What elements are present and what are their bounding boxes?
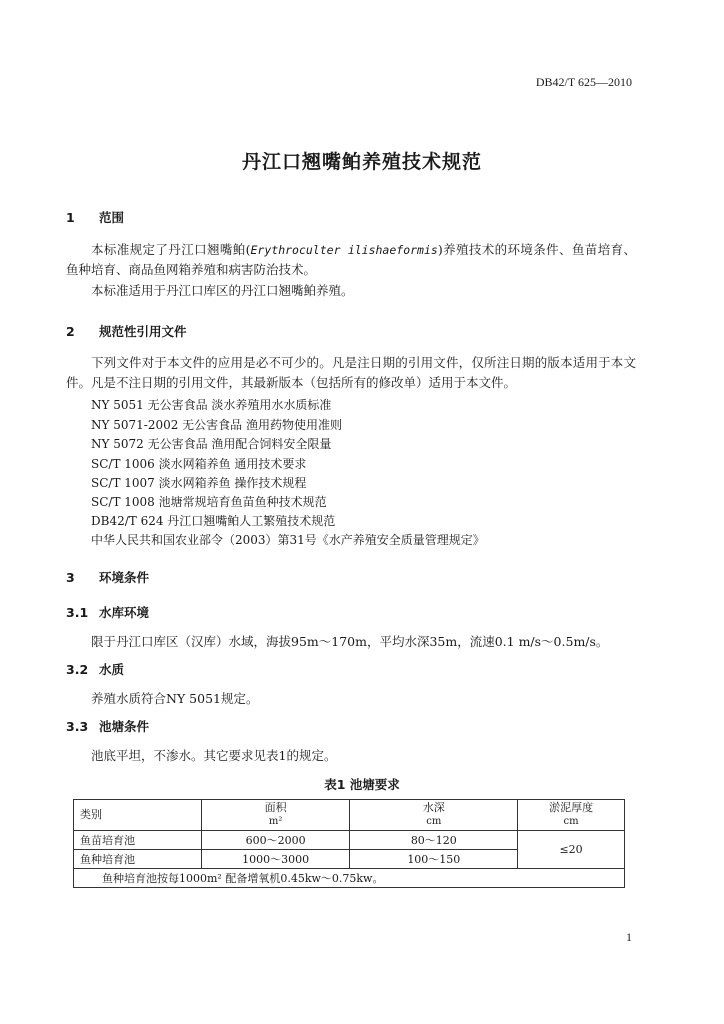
reference-item: SC/T 1007 淡水网箱养鱼 操作技术规程 bbox=[91, 476, 307, 490]
document-title: 丹江口翘嘴鲌养殖技术规范 bbox=[241, 151, 482, 173]
section-title: 池塘条件 bbox=[99, 719, 150, 734]
latin-name: Erythroculter ilishaeformis bbox=[250, 243, 438, 257]
reference-item: 中华人民共和国农业部令（2003）第31号《水产养殖安全质量管理规定》 bbox=[91, 533, 485, 547]
section-2-intro: 下列文件对于本文件的应用是必不可少的。凡是注日期的引用文件，仅所注日期的版本适用于本文件。凡是不注日期的引用文件，其最新版本（包括所有的修改单）适用于本文件。 bbox=[66, 355, 636, 390]
table-note-row bbox=[74, 869, 625, 888]
header-unit: cm bbox=[426, 816, 442, 827]
table-cell: 鱼苗培育池 bbox=[74, 831, 202, 850]
section-number: 1 bbox=[66, 210, 75, 225]
table-cell: 80～120 bbox=[350, 831, 518, 850]
table-cell-mud-depth: ≤20 bbox=[518, 831, 625, 869]
section-2-heading bbox=[66, 322, 187, 340]
reference-item: NY 5072 无公害食品 渔用配合饲料安全限量 bbox=[91, 437, 332, 451]
section-1-paragraph-2: 本标准适用于丹江口库区的丹江口翘嘴鲌养殖。 bbox=[91, 283, 354, 298]
section-3-1-text: 限于丹江口库区（汉库）水域，海拔95m～170m，平均水深35m，流速0.1 m/s～0.5m/s。 bbox=[91, 634, 609, 649]
header-label: 淤泥厚度 bbox=[549, 801, 594, 814]
header-cell bbox=[518, 800, 625, 831]
standard-code: DB42/T 625—2010 bbox=[535, 75, 632, 89]
section-3-3-heading bbox=[66, 717, 149, 735]
section-1-paragraph-1 bbox=[66, 240, 636, 280]
text-run: )养殖技术的环境条件、鱼苗培育、鱼种培育、商品鱼网箱养殖和病害防治技术。 bbox=[66, 242, 636, 277]
text-run: 本标准规定了丹江口翘嘴鲌( bbox=[91, 242, 251, 257]
section-title: 环境条件 bbox=[99, 570, 150, 585]
section-3-1-heading bbox=[66, 603, 149, 621]
section-number: 3 bbox=[66, 570, 75, 585]
table-header-row bbox=[74, 800, 625, 831]
header-cell bbox=[350, 800, 518, 831]
header-label: 面积 bbox=[264, 801, 287, 814]
section-3-heading bbox=[66, 568, 149, 586]
header-label: 类别 bbox=[80, 808, 102, 821]
section-3-2-text: 养殖水质符合NY 5051规定。 bbox=[91, 691, 259, 706]
reference-item: SC/T 1006 淡水网箱养鱼 通用技术要求 bbox=[91, 457, 307, 471]
table-note: 鱼种培育池按每1000m² 配备增氧机0.45kw～0.75kw。 bbox=[74, 869, 625, 888]
header-unit: m² bbox=[268, 816, 283, 827]
page-number: 1 bbox=[626, 930, 632, 944]
reference-item: SC/T 1008 池塘常规培育鱼苗鱼种技术规范 bbox=[91, 495, 327, 509]
table-cell: 600～2000 bbox=[201, 831, 350, 850]
section-1-heading bbox=[66, 208, 124, 226]
reference-item: DB42/T 624 丹江口翘嘴鲌人工繁殖技术规范 bbox=[91, 514, 336, 528]
table-cell: 1000～3000 bbox=[201, 850, 350, 869]
section-3-3-text: 池底平坦，不渗水。其它要求见表1的规定。 bbox=[91, 748, 337, 763]
pond-requirements-table bbox=[73, 799, 625, 888]
header-unit: cm bbox=[563, 816, 579, 827]
section-number: 2 bbox=[66, 324, 75, 339]
section-title: 水质 bbox=[99, 662, 125, 677]
header-cell bbox=[201, 800, 350, 831]
table-row bbox=[74, 831, 625, 850]
table-cell: 100～150 bbox=[350, 850, 518, 869]
reference-item: NY 5051 无公害食品 淡水养殖用水水质标准 bbox=[91, 398, 332, 412]
section-number: 3.3 bbox=[66, 719, 89, 734]
section-number: 3.1 bbox=[66, 605, 89, 620]
header-cell bbox=[74, 800, 202, 831]
section-3-2-heading bbox=[66, 660, 124, 678]
reference-item: NY 5071-2002 无公害食品 渔用药物使用准则 bbox=[91, 418, 342, 432]
section-title: 规范性引用文件 bbox=[99, 324, 187, 339]
header-label: 水深 bbox=[422, 801, 445, 814]
table-cell: 鱼种培育池 bbox=[74, 850, 202, 869]
section-title: 水库环境 bbox=[99, 605, 150, 620]
table-caption: 表1 池塘要求 bbox=[324, 777, 400, 792]
section-number: 3.2 bbox=[66, 662, 89, 677]
section-title: 范围 bbox=[99, 210, 125, 225]
